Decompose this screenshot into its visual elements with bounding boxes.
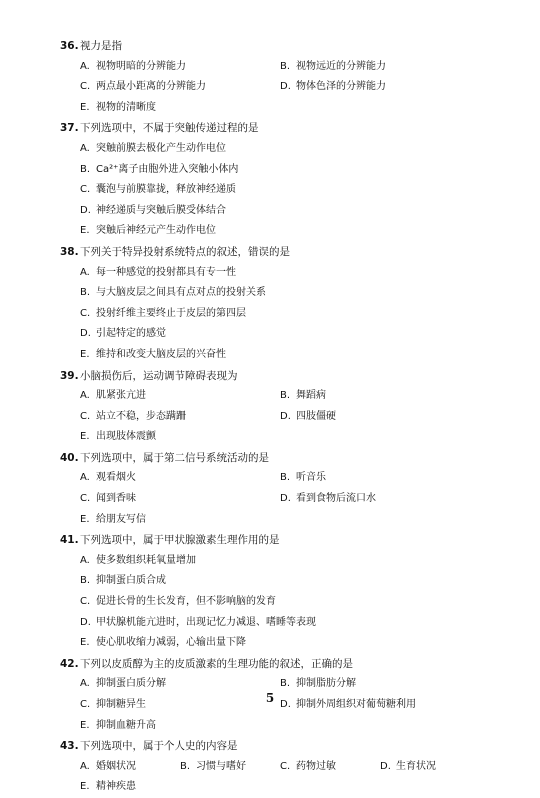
option-c: C. 药物过敏 xyxy=(280,760,336,772)
question-list xyxy=(60,36,500,798)
option-e: E. 突触后神经元产生动作电位 xyxy=(80,225,216,237)
option-list xyxy=(60,674,500,736)
question-number: 40. xyxy=(60,451,79,464)
question-40 xyxy=(60,448,500,530)
option-list xyxy=(60,757,500,798)
option-a: A. 使多数组织耗氧量增加 xyxy=(80,554,196,566)
question-stem xyxy=(60,118,500,139)
question-37 xyxy=(60,118,500,242)
question-number: 39. xyxy=(60,369,79,382)
option-d: D. 四肢僵硬 xyxy=(280,410,336,422)
question-number: 43. xyxy=(60,740,79,753)
option-d: D. 物体色泽的分辨能力 xyxy=(280,81,386,93)
option-a: A. 婚姻状况 xyxy=(80,760,136,772)
question-text: 下列选项中，属于第二信号系统活动的是 xyxy=(80,451,269,464)
option-d: D. 引起特定的感觉 xyxy=(80,328,166,340)
question-text: 视力是指 xyxy=(80,40,122,52)
option-a: A. 突触前膜去极化产生动作电位 xyxy=(80,142,226,154)
question-number: 36. xyxy=(60,40,79,52)
option-b: B. 与大脑皮层之间具有点对点的投射关系 xyxy=(80,287,266,299)
question-stem xyxy=(60,242,500,263)
question-38 xyxy=(60,242,500,366)
question-43 xyxy=(60,736,500,798)
option-c: C. 促进长骨的生长发育，但不影响脑的发育 xyxy=(80,596,276,608)
option-list xyxy=(60,386,500,448)
option-list xyxy=(60,57,500,119)
option-e: E. 给朋友写信 xyxy=(80,513,146,525)
option-b: B. 舞蹈病 xyxy=(280,390,326,402)
option-d: D. 抑制外周组织对葡萄糖利用 xyxy=(280,699,416,710)
option-a: A. 肌紧张亢进 xyxy=(80,390,146,402)
option-c: C. 站立不稳，步态蹒跚 xyxy=(80,410,186,422)
question-text: 下列选项中，不属于突触传递过程的是 xyxy=(80,122,259,135)
option-b: B. 抑制脂肪分解 xyxy=(280,678,356,690)
option-e: E. 精神疾患 xyxy=(80,781,136,793)
option-e: E. 视物的清晰度 xyxy=(80,101,156,113)
option-b: B. 习惯与嗜好 xyxy=(180,760,246,772)
question-text: 下列选项中，属于个人史的内容是 xyxy=(80,740,238,753)
option-d: D. 生育状况 xyxy=(380,760,436,772)
option-a: A. 每一种感觉的投射都具有专一性 xyxy=(80,266,236,278)
option-e: E. 维持和改变大脑皮层的兴奋性 xyxy=(80,348,226,360)
option-e: E. 出现肢体震颤 xyxy=(80,431,156,443)
option-list xyxy=(60,139,500,242)
question-number: 41. xyxy=(60,534,79,547)
question-stem xyxy=(60,448,500,469)
option-a: A. 抑制蛋白质分解 xyxy=(80,678,166,690)
question-stem xyxy=(60,366,500,387)
option-c: C. 抑制糖异生 xyxy=(80,699,146,710)
option-c: C. 闻到香味 xyxy=(80,493,136,505)
question-stem xyxy=(60,530,500,551)
question-text: 小脑损伤后，运动调节障碍表现为 xyxy=(80,369,238,382)
question-text: 下列以皮质醇为主的皮质激素的生理功能的叙述，正确的是 xyxy=(80,657,353,670)
question-stem xyxy=(60,654,500,675)
option-list xyxy=(60,468,500,530)
question-36 xyxy=(60,36,500,118)
question-stem xyxy=(60,36,500,57)
option-e: E. 使心肌收缩力减弱，心输出量下降 xyxy=(80,637,246,649)
question-text: 下列关于特异投射系统特点的叙述，错误的是 xyxy=(80,245,290,258)
option-b: B. Ca²⁺离子由胞外进入突触小体内 xyxy=(80,163,239,175)
page-number: 5 xyxy=(265,691,275,705)
question-text: 下列选项中，属于甲状腺激素生理作用的是 xyxy=(80,534,280,547)
option-c: C. 两点最小距离的分辨能力 xyxy=(80,81,206,93)
option-a: A. 观看烟火 xyxy=(80,472,136,484)
option-b: B. 听音乐 xyxy=(280,472,326,484)
option-list xyxy=(60,551,500,654)
option-a: A. 视物明暗的分辨能力 xyxy=(80,60,186,72)
option-d: D. 神经递质与突触后膜受体结合 xyxy=(80,204,226,216)
option-list xyxy=(60,263,500,366)
question-number: 42. xyxy=(60,657,79,670)
question-41 xyxy=(60,530,500,654)
option-b: B. 视物远近的分辨能力 xyxy=(280,60,386,72)
option-d: D. 甲状腺机能亢进时，出现记忆力减退、嗜睡等表现 xyxy=(80,616,316,628)
question-number: 37. xyxy=(60,122,79,135)
option-c: C. 投射纤维主要终止于皮层的第四层 xyxy=(80,307,246,319)
option-c: C. 囊泡与前膜靠拢，释放神经递质 xyxy=(80,184,236,196)
question-number: 38. xyxy=(60,245,79,258)
question-stem xyxy=(60,736,500,757)
option-b: B. 抑制蛋白质合成 xyxy=(80,575,166,587)
question-39 xyxy=(60,366,500,448)
option-e: E. 抑制血糖升高 xyxy=(80,719,156,731)
option-d: D. 看到食物后流口水 xyxy=(280,493,376,505)
